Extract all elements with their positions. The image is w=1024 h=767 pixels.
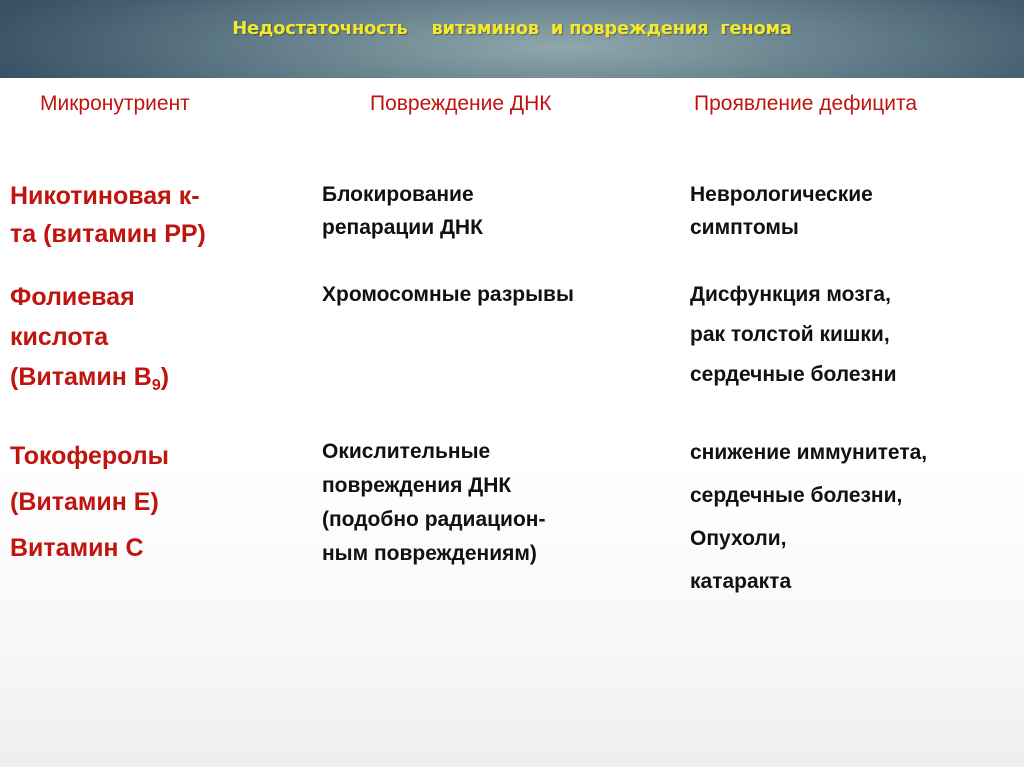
row3-damage-line4: ным повреждениям) [322,542,537,565]
row1-manifestation [690,184,873,238]
header-micronutrient: Микронутриент [40,92,190,115]
row3-damage-line1: Окислительные [322,440,491,463]
row1-micronutrient-line2: та (витамин РР) [10,220,206,248]
row3-manifestation-line2: сердечные болезни, [690,484,903,507]
row3-manifestation [690,442,927,592]
row3-damage [322,441,545,564]
row3-damage-line3: (подобно радиацион- [322,508,546,531]
row1-micronutrient [10,184,206,247]
vitamin-b-subscript: 9 [151,377,161,394]
row1-manifestation-line2: симптомы [690,216,799,239]
row1-manifestation-line1: Неврологические [690,183,873,206]
row1-damage-line1: Блокирование [322,183,474,206]
row1-micronutrient-line1: Никотиновая к- [10,182,200,210]
row3-manifestation-line1: снижение иммунитета, [690,441,928,464]
row3-micronutrient-line1: Токоферолы [10,442,170,470]
row2-manifestation [690,284,897,385]
row2-manifestation-line2: рак толстой кишки, [690,323,890,346]
row3-micronutrient-line3: Витамин С [10,534,144,562]
row3-manifestation-line3: Опухоли, [690,527,787,550]
row3-micronutrient-line2: (Витамин Е) [10,488,159,516]
vitamin-b-close: ) [160,363,170,391]
row2-manifestation-line3: сердечные болезни [690,363,897,386]
row1-damage-line2: репарации ДНК [322,216,483,239]
row2-micronutrient-line3 [10,363,170,394]
row2-micronutrient-line1: Фолиевая [10,283,135,311]
row3-manifestation-line4: катаракта [690,570,792,593]
title-bar [0,0,1024,78]
row2-manifestation-line1: Дисфункция мозга, [690,283,891,306]
header-deficiency: Проявление дефицита [694,92,918,115]
row2-damage [322,284,574,305]
row2-damage-line1: Хромосомные разрывы [322,283,574,306]
row1-damage [322,184,483,238]
row2-micronutrient [10,283,170,394]
row2-micronutrient-line2: кислота [10,323,109,351]
row3-micronutrient [10,444,169,561]
row3-damage-line2: повреждения ДНК [322,474,512,497]
header-dna-damage: Повреждение ДНК [370,92,552,115]
vitamin-b-label: (Витамин В [10,363,152,391]
slide-title: Недостаточность витаминов и повреждения генома [232,18,792,39]
